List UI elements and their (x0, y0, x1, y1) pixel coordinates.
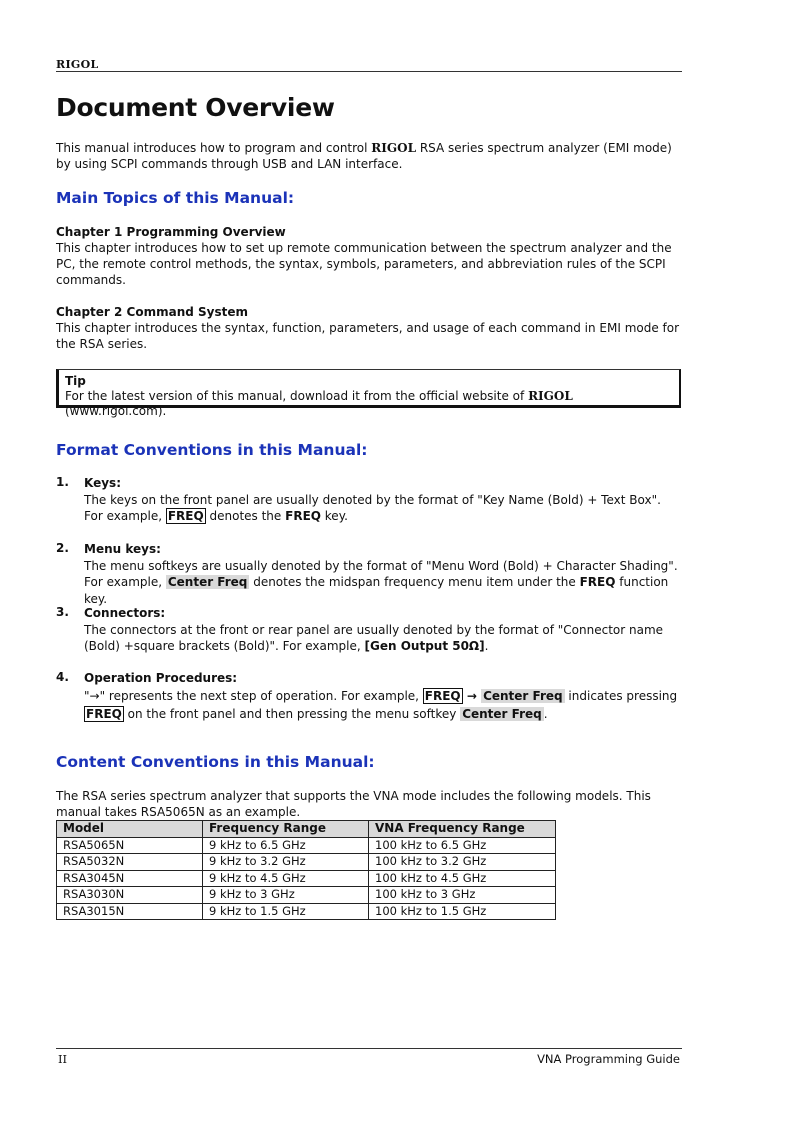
table-cell: RSA5065N (57, 837, 203, 854)
list-text: "→" represents the next step of operation. For example, FREQ → Center Freq indicates pressing FREQ on the front panel and then pressing the menu softkey Center Freq . (84, 688, 678, 721)
page-number: II (58, 1052, 68, 1066)
content-conventions-text: The RSA series spectrum analyzer that supports the VNA mode includes the following models. This manual takes RSA5065N as an example. (56, 789, 651, 819)
table-cell: 9 kHz to 6.5 GHz (203, 837, 369, 854)
list-number: 3. (56, 605, 69, 619)
table-header-row (57, 821, 556, 838)
table-cell: 100 kHz to 6.5 GHz (369, 837, 556, 854)
chapter-1-title: Chapter 1 Programming Overview (56, 225, 286, 239)
tip-box (56, 369, 681, 418)
key-box: FREQ (86, 706, 122, 721)
list-number: 4. (56, 670, 69, 684)
table-cell: RSA3045N (57, 870, 203, 887)
chapter-1-text: This chapter introduces how to set up remote communication between the spectrum analyzer and the PC, the remote control methods, the syntax, symbols, parameters, and abbreviation rules of the SCPI commands. (56, 241, 672, 287)
table-cell: 9 kHz to 4.5 GHz (203, 870, 369, 887)
connector-label: [Gen Output 50Ω] (364, 639, 485, 653)
table-row (57, 870, 556, 887)
table-cell: 9 kHz to 1.5 GHz (203, 903, 369, 920)
menu-key-shading: Center Freq (462, 706, 542, 721)
arrow-icon: → (462, 688, 482, 703)
key-box: FREQ (424, 688, 461, 703)
list-number: 2. (56, 541, 69, 555)
list-title: Keys: (84, 476, 121, 490)
intro-paragraph: This manual introduces how to program and control RIGOL RSA series spectrum analyzer (EMI mode) by using SCPI commands through USB and LAN interface. (56, 141, 672, 171)
table-cell: 100 kHz to 3 GHz (369, 887, 556, 904)
tip-text: For the latest version of this manual, download it from the official website of RIGOL (www.rigol.com). (65, 389, 573, 418)
tip-brand: RIGOL (528, 389, 573, 403)
models-table (56, 820, 556, 920)
list-title: Operation Procedures: (84, 671, 238, 685)
list-text: The keys on the front panel are usually denoted by the format of "Key Name (Bold) + Text Box". For example, FREQ denotes the FREQ key. (84, 492, 661, 523)
document-page (56, 0, 682, 1122)
key-box: FREQ (167, 509, 204, 523)
chapter-2-text: This chapter introduces the syntax, function, parameters, and usage of each command in EMI mode for the RSA series. (56, 321, 680, 351)
column-header: VNA Frequency Range (369, 821, 556, 838)
table-cell: RSA5032N (57, 854, 203, 871)
list-text: The connectors at the front or rear panel are usually denoted by the format of "Connector name (Bold) +square brackets (Bold)". For example, [Gen Output 50Ω]. (84, 622, 664, 653)
chapter-1-block (56, 224, 682, 288)
table-cell: 100 kHz to 1.5 GHz (369, 903, 556, 920)
table-cell: RSA3030N (57, 887, 203, 904)
header-brand: RIGOL (56, 58, 99, 71)
header-rule (56, 71, 682, 72)
chapter-2-block (56, 304, 682, 352)
table-cell: RSA3015N (57, 903, 203, 920)
chapter-2-title: Chapter 2 Command System (56, 305, 248, 319)
intro-brand: RIGOL (371, 141, 417, 155)
content-conventions-heading: Content Conventions in this Manual: (56, 753, 375, 771)
page-title: Document Overview (56, 93, 335, 122)
list-text: The menu softkeys are usually denoted by the format of "Menu Word (Bold) + Character Shading". For example, Center Freq denotes the midspan frequency menu item under the FREQ function key. (84, 558, 678, 606)
table-row (57, 887, 556, 904)
column-header: Model (57, 821, 203, 838)
footer-title: VNA Programming Guide (537, 1052, 680, 1066)
table-row (57, 837, 556, 854)
format-conventions-heading: Format Conventions in this Manual: (56, 441, 368, 459)
table-cell: 9 kHz to 3.2 GHz (203, 854, 369, 871)
menu-key-shading: Center Freq (483, 688, 563, 703)
table-cell: 100 kHz to 4.5 GHz (369, 870, 556, 887)
footer-rule (56, 1048, 682, 1049)
tip-title: Tip (65, 374, 86, 388)
table-cell: 9 kHz to 3 GHz (203, 887, 369, 904)
list-number: 1. (56, 475, 69, 489)
table-cell: 100 kHz to 3.2 GHz (369, 854, 556, 871)
main-topics-heading: Main Topics of this Manual: (56, 189, 295, 207)
list-title: Menu keys: (84, 542, 161, 556)
table-row (57, 903, 556, 920)
menu-key-shading: Center Freq (167, 575, 248, 589)
page-header (56, 57, 682, 71)
list-title: Connectors: (84, 606, 166, 620)
column-header: Frequency Range (203, 821, 369, 838)
table-row (57, 854, 556, 871)
